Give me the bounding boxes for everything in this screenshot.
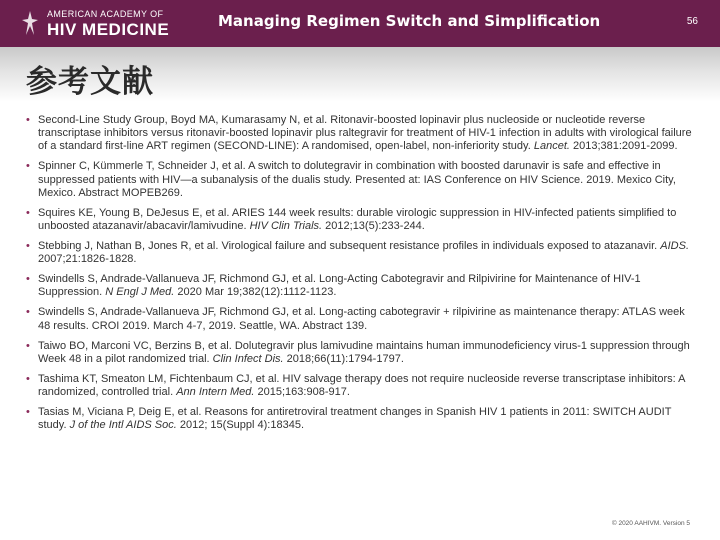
bullet-icon: • (26, 273, 30, 286)
reference-citation: 2015;163:908-917. (254, 386, 350, 399)
reference-journal: N Engl J Med. (105, 286, 175, 299)
reference-text: Stebbing J, Nathan B, Jones R, et al. Virological failure and subsequent resistance profiles in individuals exposed to atazanavir. (38, 240, 661, 253)
logo-emblem-icon (20, 9, 40, 39)
reference-item (22, 340, 694, 366)
reference-journal: AIDS. (660, 240, 690, 253)
reference-item (22, 373, 694, 399)
reference-journal: J of the Intl AIDS Soc. (69, 419, 177, 432)
reference-item (22, 160, 694, 200)
aahivm-logo (20, 7, 190, 41)
reference-journal: Ann Intern Med. (176, 386, 255, 399)
bullet-icon: • (26, 406, 30, 419)
reference-citation: 2012; 15(Suppl 4):18345. (176, 419, 305, 432)
reference-text: Taiwo BO, Marconi VC, Berzins B, et al. Dolutegravir plus lamivudine maintains human immunodeficiency virus-1 suppression through Week 48 in a pilot randomized trial. (38, 339, 690, 365)
page-number: 56 (686, 16, 698, 27)
reference-item (22, 114, 694, 154)
bullet-icon: • (26, 240, 30, 253)
bullet-icon: • (26, 206, 30, 219)
reference-item (22, 240, 694, 266)
reference-journal: Lancet. (533, 140, 570, 153)
reference-journal: Clin Infect Dis. (212, 352, 284, 365)
reference-text: Second-Line Study Group, Boyd MA, Kumarasamy N, et al. Ritonavir-boosted lopinavir plus nucleoside or nucleotide reverse transcriptase inhibitors versus ritonavir-boosted lopinavir plus raltegravir for treatment of HIV-1 infection in adults with virological failure of a standard first-line ART regimen (SECOND-LINE): A randomised, open-label, non-inferiority study. (38, 114, 692, 153)
reference-item (22, 306, 694, 332)
copyright-footer: © 2020 AAHIVM. Version 5 (611, 520, 690, 527)
logo-text-main: HIV MEDICINE (47, 20, 170, 39)
reference-text: Spinner C, Kümmerle T, Schneider J, et al. A switch to dolutegravir in combination with boosted darunavir is safe and effective in suppressed patients with HIV—a subanalysis of the dualis study. Presented at: IAS Conference on HIV Science. 2019. Mexico City, Mexico. Abstract MOPEB269. (38, 160, 676, 199)
logo-text-top: AMERICAN ACADEMY OF (47, 9, 164, 19)
bullet-icon: • (26, 160, 30, 173)
bullet-icon: • (26, 306, 30, 319)
bullet-icon: • (26, 114, 30, 126)
reference-citation: 2013;381:2091-2099. (569, 140, 678, 153)
reference-text: Tasias M, Viciana P, Deig E, et al. Reasons for antiretroviral treatment changes in Spanish HIV 1 patients in 2011: SWITCH AUDIT study. (38, 406, 672, 432)
reference-citation: 2018;66(11):1794-1797. (283, 352, 404, 365)
reference-text: Tashima KT, Smeaton LM, Fichtenbaum CJ, et al. HIV salvage therapy does not require nucleoside reverse transcriptase inhibitors: A randomized, controlled trial. (38, 372, 685, 399)
reference-citation: 2012;13(5):233-244. (322, 220, 425, 233)
reference-text: Swindells S, Andrade-Vallanueva JF, Richmond GJ, et al. Long-Acting Cabotegravir and Rilpivirine for Maintenance of HIV-1 Suppression. (38, 273, 641, 299)
reference-journal: HIV Clin Trials. (249, 220, 323, 233)
reference-list (22, 114, 694, 439)
reference-item (22, 406, 694, 432)
header-title: Managing Regimen Switch and Simplification (218, 12, 601, 30)
reference-citation: 2007;21:1826-1828. (38, 253, 137, 266)
reference-text: Swindells S, Andrade-Vallanueva JF, Richmond GJ, et al. Long-acting cabotegravir + rilpivirine as maintenance therapy: ATLAS week 48 results. CROI 2019. March 4-7, 2019. Seattle, WA. Abstract 139. (38, 306, 685, 332)
reference-text: Squires KE, Young B, DeJesus E, et al. ARIES 144 week results: durable virologic suppression in HIV-infected patients simplified to unboosted atazanavir/abacavir/lamivudine. (38, 206, 677, 233)
bullet-icon: • (26, 372, 30, 385)
page-title: 参考文献 (26, 64, 154, 100)
reference-item (22, 273, 694, 299)
reference-citation: 2020 Mar 19;382(12):1112-1123. (174, 286, 337, 299)
bullet-icon: • (26, 339, 30, 352)
reference-item (22, 207, 694, 233)
slide-header (0, 0, 720, 47)
